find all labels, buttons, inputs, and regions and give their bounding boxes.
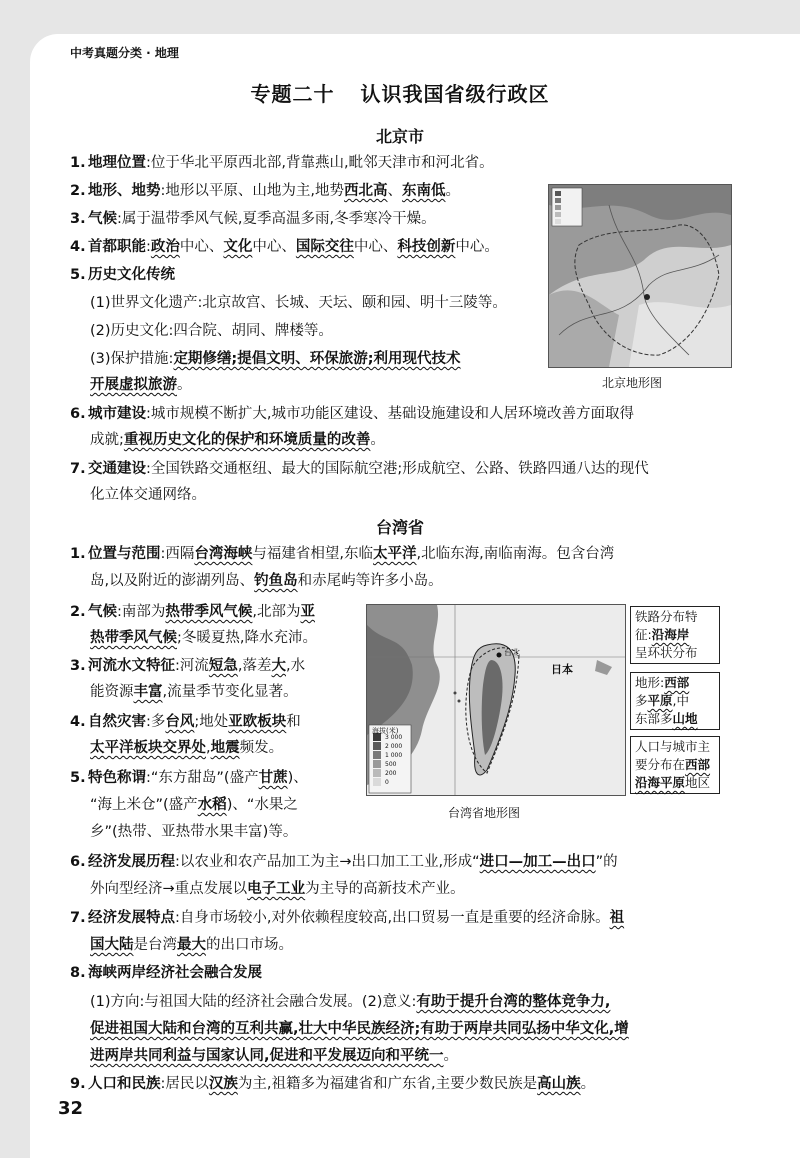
taiwan-item-4: 4. 自然灾害:多台风;地处亚欧板块和	[70, 714, 301, 730]
taiwan-item-8-sub2: 促进祖国大陆和台湾的互利共赢,壮大中华民族经济;有助于两岸共同弘扬中华文化,增	[90, 1021, 629, 1037]
beijing-map-caption: 北京地形图	[602, 376, 663, 390]
beijing-item-5-sub1: (1)世界文化遗产:北京故宫、长城、天坛、颐和园、明十三陵等。	[90, 295, 507, 311]
taiwan-item-6: 6. 经济发展历程:以农业和农产品加工为主→出口加工工业,形成“进口—加工—出口”的	[70, 854, 618, 870]
beijing-terrain-map	[548, 184, 732, 368]
beijing-item-6: 6. 城市建设:城市规模不断扩大,城市功能区建设、基础设施建设和人居环境改善方面取得	[70, 406, 634, 422]
beijing-item-7: 7. 交通建设:全国铁路交通枢纽、最大的国际航空港;形成航空、公路、铁路四通八达的现代	[70, 461, 649, 477]
legend-value: 3 000	[385, 734, 403, 741]
map-label-japan: 日本	[551, 663, 573, 676]
taiwan-item-3-cont: 能资源丰富,流量季节变化显著。	[90, 684, 298, 700]
beijing-item-6-cont: 成就;重视历史文化的保护和环境质量的改善。	[90, 432, 385, 448]
beijing-map-graphic	[549, 185, 731, 367]
terrain-note-box	[630, 672, 720, 730]
taiwan-item-2-cont: 热带季风气候;冬暖夏热,降水充沛。	[90, 630, 317, 646]
terrain-note-line3: 东部多山地	[635, 711, 698, 726]
page-title: 专题二十 认识我国省级行政区	[250, 82, 550, 106]
taiwan-item-8-sub3: 进两岸共同利益与国家认同,促进和平发展迈向和平统一。	[90, 1048, 459, 1064]
taiwan-map-graphic	[367, 605, 625, 795]
taiwan-terrain-map	[366, 604, 626, 796]
legend-value: 0	[385, 779, 389, 786]
taiwan-item-1: 1. 位置与范围:西隔台湾海峡与福建省相望,东临太平洋,北临东海,南临南海。包含台湾	[70, 546, 615, 562]
taiwan-map-caption: 台湾省地形图	[448, 806, 521, 820]
terrain-note-line2: 多平原,中	[635, 693, 690, 708]
taiwan-item-1-cont: 岛,以及附近的澎湖列岛、钓鱼岛和赤尾屿等许多小岛。	[90, 573, 443, 589]
map-legend-values	[385, 733, 402, 787]
beijing-item-5-sub2: (2)历史文化:四合院、胡同、牌楼等。	[90, 323, 333, 339]
beijing-item-3: 3. 气候:属于温带季风气候,夏季高温多雨,冬季寒冷干燥。	[70, 211, 436, 227]
beijing-item-5: 5. 历史文化传统	[70, 267, 175, 283]
taiwan-heading: 台湾省	[375, 518, 424, 537]
terrain-note-line1: 地形:西部	[635, 675, 690, 690]
population-note-line3: 沿海平原地区	[635, 775, 711, 790]
population-note-line2: 要分布在西部	[635, 757, 711, 772]
taiwan-item-3: 3. 河流水文特征:河流短急,落差大,水	[70, 658, 306, 674]
page-number: 32	[58, 1098, 84, 1119]
map-legend-title: 海拔(米)	[372, 727, 399, 735]
beijing-item-5-sub3-cont: 开展虚拟旅游。	[90, 377, 192, 393]
taiwan-item-9: 9. 人口和民族:居民以汉族为主,祖籍多为福建省和广东省,主要少数民族是高山族。	[70, 1076, 596, 1092]
map-label-taipei: 台北	[504, 648, 520, 657]
beijing-item-4: 4. 首都职能:政治中心、文化中心、国际交往中心、科技创新中心。	[70, 239, 499, 255]
beijing-item-7-cont: 化立体交通网络。	[90, 487, 206, 503]
beijing-item-2: 2. 地形、地势:地形以平原、山地为主,地势西北高、东南低。	[70, 183, 460, 199]
legend-value: 2 000	[385, 743, 403, 750]
railway-note-line1: 铁路分布特	[635, 609, 698, 624]
population-note-box	[630, 736, 720, 794]
legend-value: 500	[385, 761, 397, 768]
beijing-heading: 北京市	[375, 127, 424, 146]
taiwan-item-5-cont2: 乡”(热带、亚热带水果丰富)等。	[90, 824, 298, 840]
population-note-line1: 人口与城市主	[635, 739, 711, 754]
taiwan-item-8-sub1: (1)方向:与祖国大陆的经济社会融合发展。(2)意义:有助于提升台湾的整体竞争力,	[90, 994, 611, 1010]
taiwan-item-7-cont: 国大陆是台湾最大的出口市场。	[90, 937, 293, 953]
railway-note-line2: 征:沿海岸	[635, 627, 690, 642]
taiwan-item-5-cont1: “海上米仓”(盛产水稻)、“水果之	[90, 797, 298, 813]
taiwan-item-2: 2. 气候:南部为热带季风气候,北部为亚	[70, 604, 315, 620]
running-header: 中考真题分类 · 地理	[70, 46, 179, 60]
taiwan-item-6-cont: 外向型经济→重点发展以电子工业为主导的高新技术产业。	[90, 881, 465, 897]
legend-value: 1 000	[385, 752, 403, 759]
taiwan-item-4-cont: 太平洋板块交界处,地震频发。	[90, 740, 284, 756]
railway-note-box	[630, 606, 720, 664]
taiwan-item-5: 5. 特色称谓:“东方甜岛”(盛产甘蔗)、	[70, 770, 308, 786]
taiwan-item-7: 7. 经济发展特点:自身市场较小,对外依赖程度较高,出口贸易一直是重要的经济命脉。祖	[70, 910, 625, 926]
beijing-item-5-sub3: (3)保护措施:定期修缮;提倡文明、环保旅游;利用现代技术	[90, 351, 461, 367]
beijing-item-1: 1. 地理位置:位于华北平原西北部,背靠燕山,毗邻天津市和河北省。	[70, 155, 494, 171]
legend-value: 200	[385, 770, 397, 777]
taiwan-item-8: 8. 海峡两岸经济社会融合发展	[70, 965, 262, 981]
railway-note-line3: 呈环状分布	[635, 645, 698, 660]
